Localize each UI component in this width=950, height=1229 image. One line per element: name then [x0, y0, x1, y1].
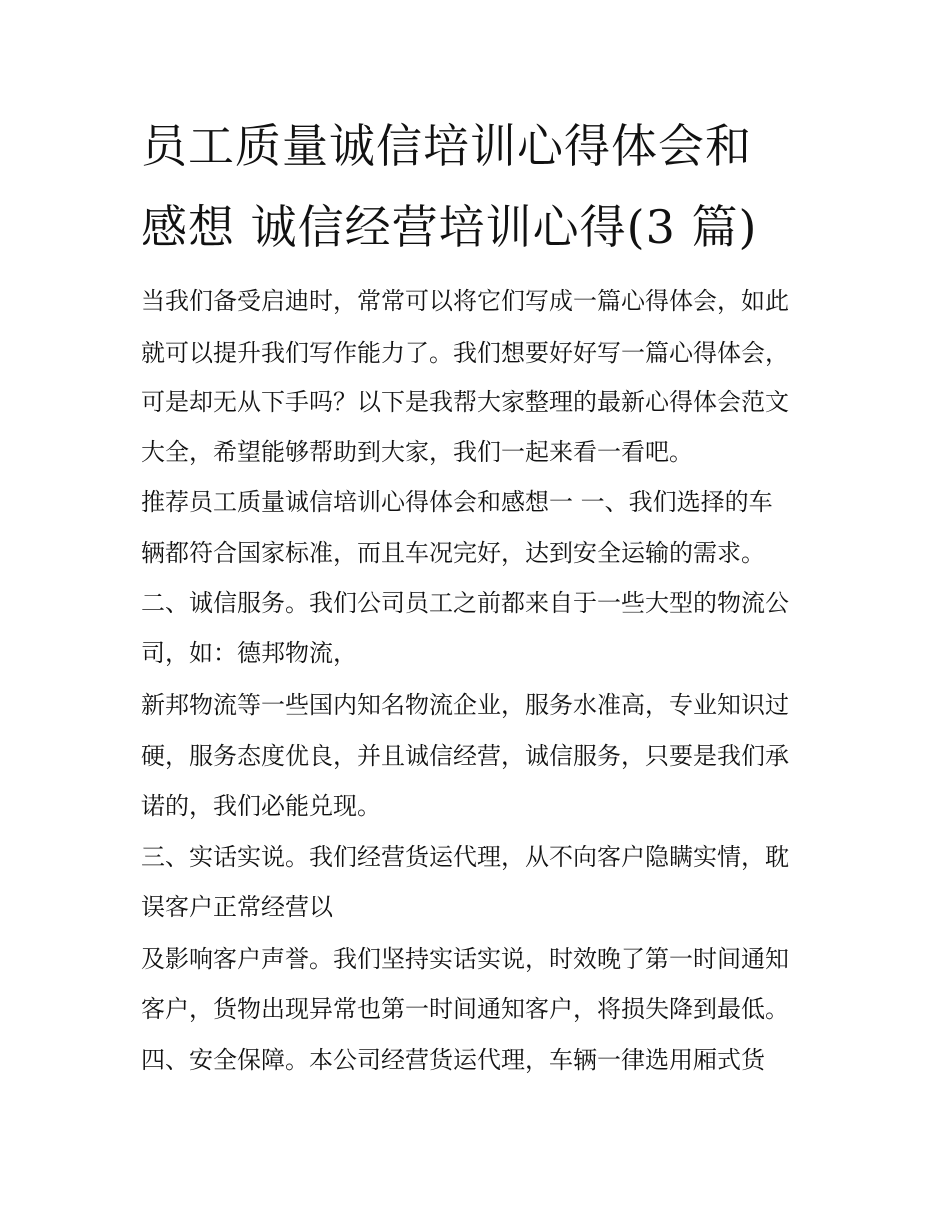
body-line-13: 误客户正常经营以	[141, 893, 333, 921]
body-line-4: 大全，希望能够帮助到大家，我们一起来看一看吧。	[141, 438, 693, 466]
body-line-3: 可是却无从下手吗？以下是我帮大家整理的最新心得体会范文	[141, 388, 789, 416]
body-line-6: 辆都符合国家标准，而且车况完好，达到安全运输的需求。	[141, 539, 765, 567]
document-title-line-2: 感想 诚信经营培训心得(3 篇)	[141, 200, 758, 254]
document-title-line-1: 员工质量诚信培训心得体会和	[141, 119, 752, 173]
body-line-16: 四、安全保障。本公司经营货运代理，车辆一律选用厢式货	[141, 1046, 765, 1074]
body-line-1: 当我们备受启迪时，常常可以将它们写成一篇心得体会，如此	[141, 287, 789, 315]
body-line-12: 三、实话实说。我们经营货运代理，从不向客户隐瞒实情，耽	[141, 843, 789, 871]
body-line-7: 二、诚信服务。我们公司员工之前都来自于一些大型的物流公	[141, 589, 789, 617]
body-line-8: 司，如：德邦物流，	[141, 639, 357, 667]
body-line-9: 新邦物流等一些国内知名物流企业，服务水准高，专业知识过	[141, 691, 789, 719]
body-line-10: 硬，服务态度优良，并且诚信经营，诚信服务，只要是我们承	[141, 742, 789, 770]
body-line-15: 客户，货物出现异常也第一时间通知客户，将损失降到最低。	[141, 995, 789, 1023]
body-line-14: 及影响客户声誉。我们坚持实话实说，时效晚了第一时间通知	[141, 945, 789, 973]
body-line-11: 诺的，我们必能兑现。	[141, 792, 381, 820]
body-line-2: 就可以提升我们写作能力了。我们想要好好写一篇心得体会，	[141, 339, 789, 367]
body-line-5: 推荐员工质量诚信培训心得体会和感想一 一、我们选择的车	[141, 488, 773, 516]
